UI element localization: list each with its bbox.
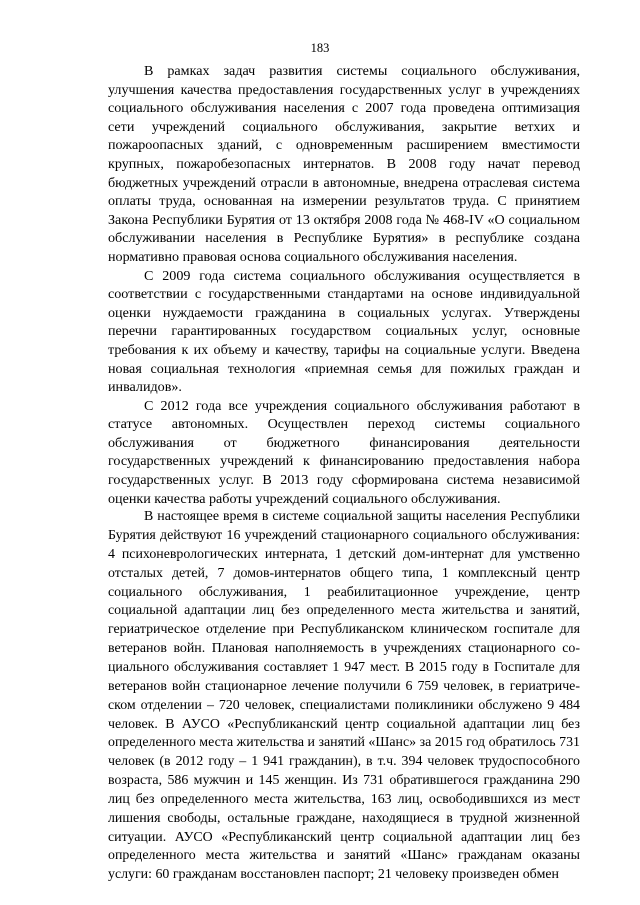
paragraph-optimization: В рамках задач развития системы социального обслуживания, улучшения качества предоставления государственных услуг в учреждениях социального обслуживания населения с 2007 года проведена оптимизация сети учреждений социального обслуживания, закрытие ветхих и пожароопасных зданий, с одновременным расширением вместимости крупных, пожаробезопасных интернатов. В 2008 году начат перевод бюджетных учреждений отрасли в автономные, внедрена отраслевая система оплаты труда, основанная на измерении результатов труда. С принятием Закона Республики Бурятия от 13 октября 2008 года № 468-IV «О социальном обслуживании населения в Республике Бурятия» в республике создана нормативно правовая основа социального обслуживания населения.	[108, 63, 580, 265]
paragraph-autonomous-2012: С 2012 года все учреждения социального обслуживания работают в статусе автономных. Осуществлен переход системы социального обслуживания от бюджетного финансирования деятельности государственных учреждений к финансированию предоставления набора государственных услуг. В 2013 году сформирована система независимой оценки качества работы учреждений социального обслуживания.	[108, 397, 580, 507]
paragraph-current-institutions: В настоящее время в системе социальной защиты населения Республики Бурятия действуют 16 учреждений стационарного социального обслуживания: 4 психоневрологических интерната, 1 детский дом-интернат для умственно отсталых детей, 7 домов-интернатов общего типа, 1 комплексный центр социального обслуживания, 1 реабилитационное учреждение, центр социальной адаптации лиц без определенного места жительства и занятий, гериатрическое отделение при Республиканском клиническом госпитале для ветеранов войн. Плановая наполняемость в учреждениях стационарного социального обслуживания составляет 1 947 мест. В 2015 году в Госпитале для ветеранов войн стационарное лечение получили 6 759 человек, в гериатрическом отделении – 720 человек, специалистами поликлиники обслужено 9 484 человек. В АУСО «Республиканский центр социальной адаптации лиц без определенного места жительства и занятий «Шанс» за 2015 год обратилось 731 человек (в 2012 году – 1 941 гражданин), в т.ч. 394 человек трудоспособного возраста, 586 мужчин и 145 женщин. Из 731 обратившегося гражданина 290 лиц без определенного места жительства, 163 лиц, освободившихся из мест лишения свободы, остальные граждане, находящиеся в трудной жизненной ситуации. АУСО «Республиканский центр социальной адаптации лиц без определенного места жительства и занятий «Шанс» гражданам оказаны услуги: 60 гражданам восстановлен паспорт; 21 человеку произведен обмен	[108, 509, 580, 883]
paragraph-standards-2009: С 2009 года система социального обслуживания осуществляется в соответствии с государственными стандартами на основе индивидуальной оценки нуждаемости гражданина в социальных услугах. Утверждены перечни гарантированных государством социальных услуг, основные требования к их объему и качеству, тарифы на социальные услуги. Введена новая социальная технология «приемная семья для пожилых граждан и инвалидов».	[108, 267, 580, 396]
body-text	[108, 62, 580, 885]
page-number: 183	[310, 41, 330, 55]
